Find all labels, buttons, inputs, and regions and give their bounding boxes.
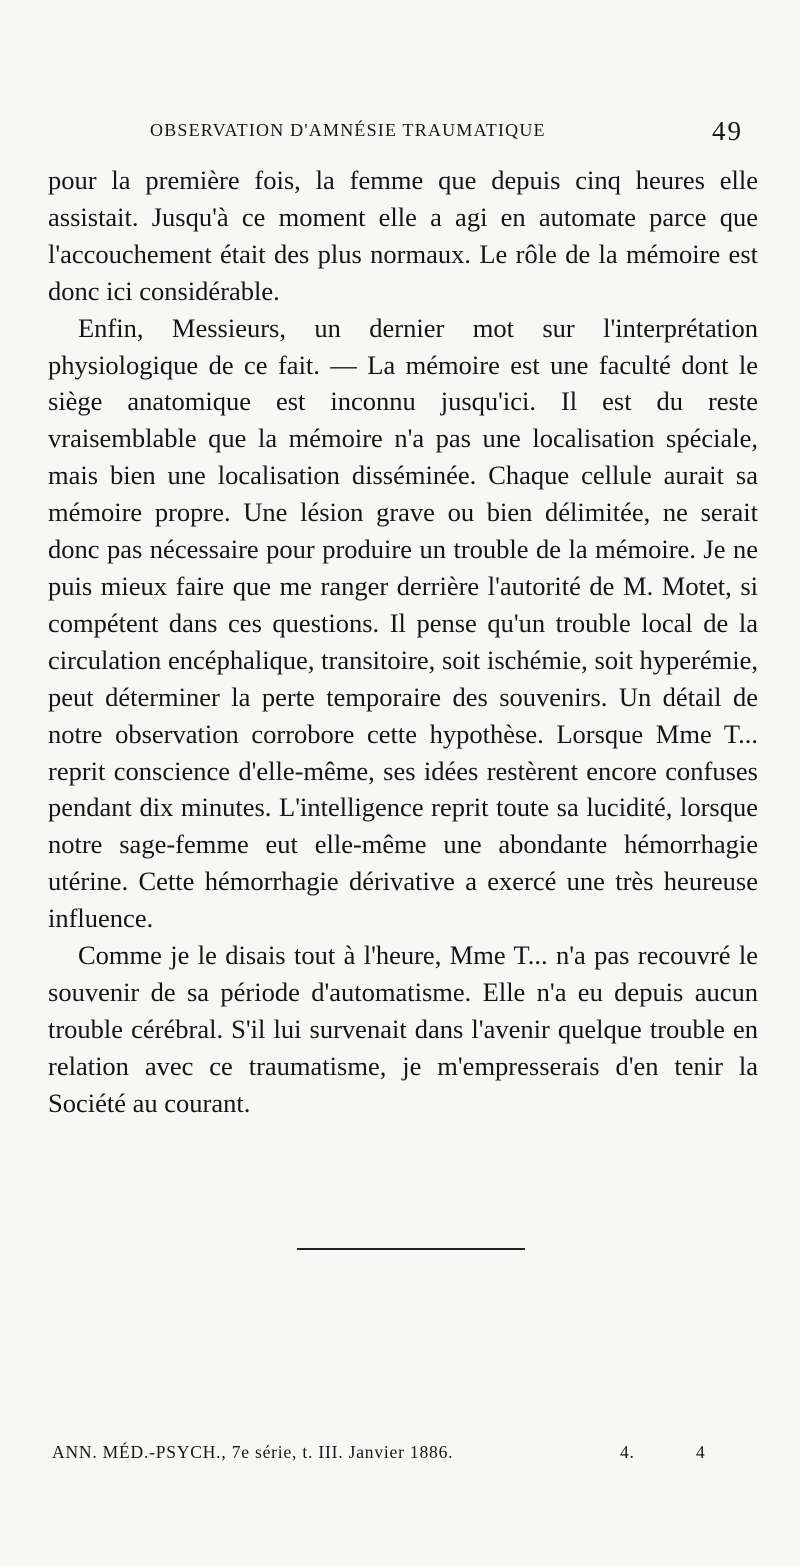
page-header	[0, 116, 800, 152]
journal-citation: ANN. MÉD.-PSYCH., 7e série, t. III. Janvier 1886.	[52, 1442, 454, 1462]
page-number: 49	[712, 116, 743, 146]
signature-mark: 4.	[620, 1442, 635, 1462]
paragraph-1: pour la première fois, la femme que depuis cinq heures elle assistait. Jusqu'à ce moment elle a agi en automate parce que l'accouchement était des plus normaux. Le rôle de la mémoire est donc ici considérable.	[48, 165, 758, 306]
signature-number: 4	[696, 1442, 706, 1462]
body-text	[48, 162, 758, 1122]
page-footer	[52, 1442, 752, 1472]
paragraph-2: Enfin, Messieurs, un dernier mot sur l'interprétation physiologique de ce fait. — La mémoire est une faculté dont le siège anatomique est inconnu jusqu'ici. Il est du reste vraisemblable que la mémoire n'a pas une localisation spéciale, mais bien une localisation disséminée. Chaque cellule aurait sa mémoire propre. Une lésion grave ou bien délimitée, ne serait donc pas nécessaire pour produire un trouble de la mémoire. Je ne puis mieux faire que me ranger derrière l'autorité de M. Motet, si compétent dans ces questions. Il pense qu'un trouble local de la circulation encéphalique, transitoire, soit ischémie, soit hyperémie, peut déterminer la perte temporaire des souvenirs. Un détail de notre observation corrobore cette hypothèse. Lorsque Mme T... reprit conscience d'elle-même, ses idées restèrent encore confuses pendant dix minutes. L'intelligence reprit toute sa lucidité, lorsque notre sage-femme eut elle-même une abondante hémorrhagie utérine. Cette hémorrhagie dérivative a exercé une très heureuse influence.	[48, 312, 758, 934]
running-title: OBSERVATION D'AMNÉSIE TRAUMATIQUE	[150, 120, 546, 140]
section-divider-rule	[297, 1248, 525, 1250]
paragraph-3: Comme je le disais tout à l'heure, Mme T... n'a pas recouvré le souvenir de sa période d'automatisme. Elle n'a eu depuis aucun trouble cérébral. S'il lui survenait dans l'avenir quelque trouble en relation avec ce traumatisme, je m'empresserais d'en tenir la Société au courant.	[48, 940, 758, 1118]
